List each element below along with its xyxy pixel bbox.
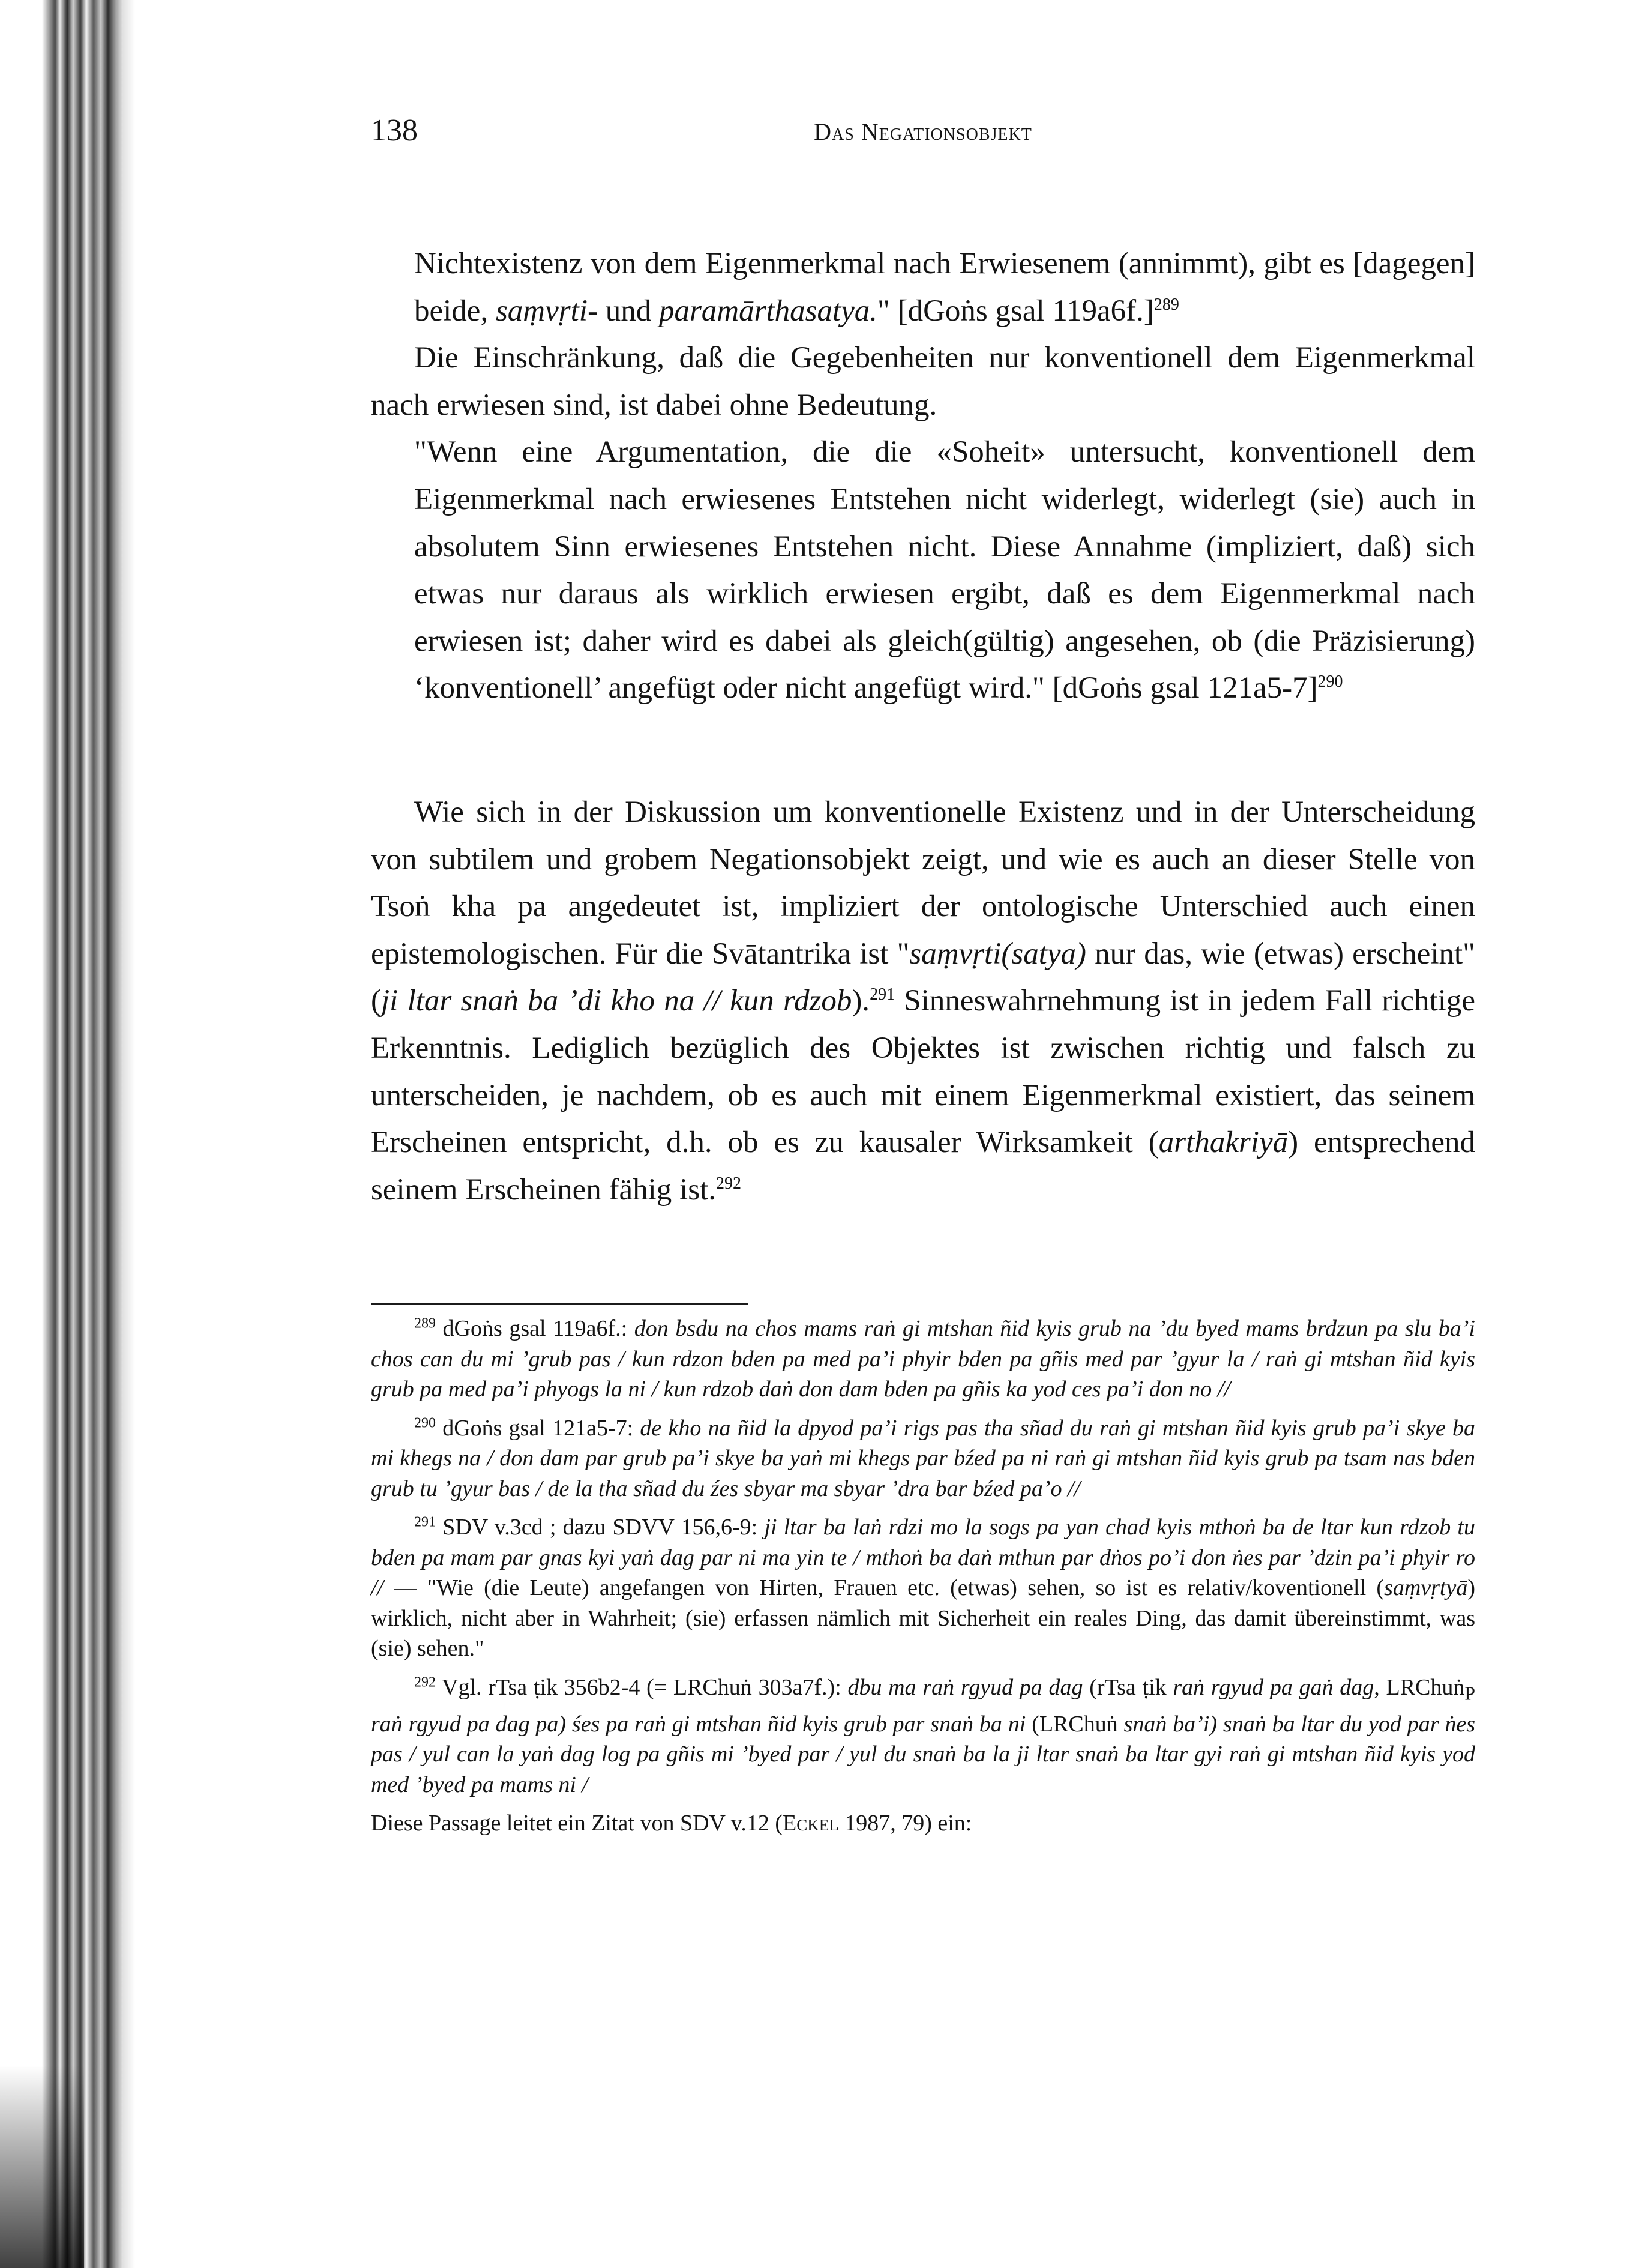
footnote-source: Vgl. rTsa ṭik 356b2-4 (= LRChuṅ 303a7f.): xyxy=(436,1674,848,1700)
italic-term: arthakriyā xyxy=(1158,1126,1289,1160)
translation-text: — "Wie (die Leute) angefangen von Hirten, Frauen etc. (etwas) sehen, so ist es relativ/koventionell ( xyxy=(383,1575,1385,1600)
footnote-292-continuation xyxy=(371,1808,1475,1839)
section-gap xyxy=(371,712,1475,789)
footnote-source: SDV v.3cd ; dazu SDVV 156,6-9: xyxy=(436,1515,765,1540)
footnote-ref-291[interactable]: 291 xyxy=(870,985,895,1004)
footnote-number: 289 xyxy=(414,1315,436,1332)
book-binding-shadow xyxy=(0,0,135,2268)
italic-term: ji ltar snaṅ ba ’di kho na // kun rdzob xyxy=(380,984,852,1018)
text-run: Sinneswahrnehmung ist in jedem Fall richtige Erkenntnis. Lediglich bezüglich des Objektes ist zwischen richtig und falsch zu unterscheiden, je nachdem, ob es auch mit einem Eigenmerkmal existiert, das seinem Erscheinen entspricht, d.h. ob es zu kausaler Wirksamkeit ( xyxy=(371,984,1475,1160)
text-run: Nichtexistenz von dem Eigenmerkmal nach Erwiesenem (annimmt), gibt es [dagegen] beide, xyxy=(414,247,1475,328)
italic-term: saṃvṛti(satya) xyxy=(909,936,1087,971)
italic-term: saṃvṛti- xyxy=(495,294,598,328)
text-run: nur das, wie (etwas) erscheint" ( xyxy=(371,936,1475,1018)
text-run: Diese Passage leitet ein Zitat von SDV v.12 ( xyxy=(371,1811,783,1836)
block-quote xyxy=(371,429,1475,712)
translation-text: ) wirklich, nicht aber in Wahrheit; (sie) erfassen nämlich mit Sicherheit ein reales Ding, das damit übereinstimmt, was (sie) sehen." xyxy=(371,1575,1475,1661)
variant-note: (LRChuṅ xyxy=(1026,1711,1124,1737)
tibetan-text: ji ltar ba laṅ rdzi mo la sogs pa yan chad kyis mthoṅ ba de ltar kun rdzob tu bden pa mam par gnas kyi yaṅ dag par ni ma yin te / mthoṅ ba daṅ mthun par dṅos po’i don ṅes par ’dzin pa’i phyir ro // xyxy=(371,1515,1475,1600)
footnote-ref-292[interactable]: 292 xyxy=(716,1174,741,1193)
author-name: Eckel xyxy=(783,1811,839,1836)
text-run: ). xyxy=(852,984,870,1018)
tibetan-text: raṅ rgyud pa gaṅ dag xyxy=(1173,1674,1374,1700)
binding-corner-shadow xyxy=(0,2065,84,2268)
footnotes xyxy=(371,1313,1475,1839)
footnote-number: 290 xyxy=(414,1414,436,1431)
running-head xyxy=(371,113,1475,155)
tibetan-text: de kho na ñid la dpyod pa’i rigs pas tha sñad du raṅ gi mtshan ñid kyis grub pa’i skye ba mi khegs na / don dam par grub pa’i skye ba yaṅ mi khegs par bźed pa ni raṅ gi mtshan ñid kyis grub pa tsam nas bden grub tu ’gyur bas / de la tha sñad du źes sbyar ma sbyar ’dra bar bźed pa’o // xyxy=(371,1415,1475,1501)
tibetan-text: don bsdu na chos mams raṅ gi mtshan ñid kyis grub na ’du byed mams brdzun pa slu ba’i chos can du mi ’grub pas / kun rdzon bden pa med pa’i phyir bden pa gñis med par ’gyur la / raṅ gi mtshan ñid kyis grub pa med pa’i phyogs la ni / kun rdzob daṅ don dam bden pa gñis ka yod ces pa’i don no // xyxy=(371,1316,1475,1402)
tibetan-text: raṅ rgyud pa dag pa) śes pa raṅ gi mtshan ñid kyis grub par snaṅ ba ni xyxy=(371,1711,1026,1737)
variant-note: , LRChuṅ xyxy=(1374,1674,1465,1700)
footnote-ref-290[interactable]: 290 xyxy=(1317,672,1343,692)
text-run: Wie sich in der Diskussion um konventionelle Existenz und in der Unterscheidung von subtilem und grobem Negationsobjekt zeigt, und wie es auch an dieser Stelle von Tsoṅ kha pa angedeutet ist, impliziert der ontologische Unterschied auch einen epistemologischen. Für die Svātantrika ist " xyxy=(371,795,1475,971)
paragraph-restriction: Die Einschränkung, daß die Gegebenheiten nur konventionell dem Eigenmerkmal nach erwiesen sind, ist dabei ohne Bedeutung. xyxy=(371,341,1475,422)
footnote-290 xyxy=(371,1413,1475,1504)
text-run: und xyxy=(597,294,659,328)
footnote-rule xyxy=(371,1303,748,1305)
text-run: " [dGoṅs gsal 119a6f.] xyxy=(877,294,1154,328)
tibetan-text: dbu ma raṅ rgyud pa dag xyxy=(847,1674,1083,1700)
main-text xyxy=(371,240,1475,1213)
text-run: 1987, 79) ein: xyxy=(838,1811,972,1836)
footnote-number: 291 xyxy=(414,1514,436,1530)
page-number: 138 xyxy=(371,113,418,148)
footnote-289 xyxy=(371,1313,1475,1405)
running-title: Das Negationsobjekt xyxy=(814,118,1032,145)
paragraph-svatantrika xyxy=(371,789,1475,1213)
tibetan-text: snaṅ ba’i) snaṅ ba ltar du yod par ṅes pas / yul can la yaṅ dag log pa gñis mi ’byed par / yul du snaṅ ba la ji ltar snaṅ ba ltar gyi raṅ gi mtshan ñid kyis yod med ’byed pa mams ni / xyxy=(371,1711,1476,1797)
footnote-source: dGoṅs gsal 119a6f.: xyxy=(436,1316,634,1341)
variant-note: (rTsa ṭik xyxy=(1083,1674,1173,1700)
text-run: ) entsprechend seinem Erscheinen fähig ist. xyxy=(371,1126,1476,1207)
quote-continuation xyxy=(371,240,1475,334)
footnote-number: 292 xyxy=(414,1674,436,1690)
quote-text: "Wenn eine Argumentation, die die «Soheit» untersucht, konventionell dem Eigenmerkmal nach erwiesenes Entstehen nicht widerlegt, widerlegt (sie) auch in absolutem Sinn erwiesenes Entstehen nicht. Diese Annahme (impliziert, daß) sich etwas nur daraus als wirklich erwiesen ergibt, daß es dem Eigenmerkmal nach erwiesen ist; daher wird es dabei als gleich(gültig) angesehen, ob (die Präzisierung) ‘konventionell’ angefügt oder nicht angefügt wird." [dGoṅs gsal 121a5-7] xyxy=(414,435,1475,705)
italic-term: paramārthasatya. xyxy=(658,294,878,328)
footnote-292 xyxy=(371,1672,1475,1800)
edition-siglum: P xyxy=(1464,1683,1476,1704)
footnote-source: dGoṅs gsal 121a5-7: xyxy=(436,1415,640,1441)
footnote-ref-289[interactable]: 289 xyxy=(1153,295,1179,314)
footnote-291 xyxy=(371,1512,1475,1664)
italic-term: saṃvṛtyā xyxy=(1384,1575,1468,1600)
